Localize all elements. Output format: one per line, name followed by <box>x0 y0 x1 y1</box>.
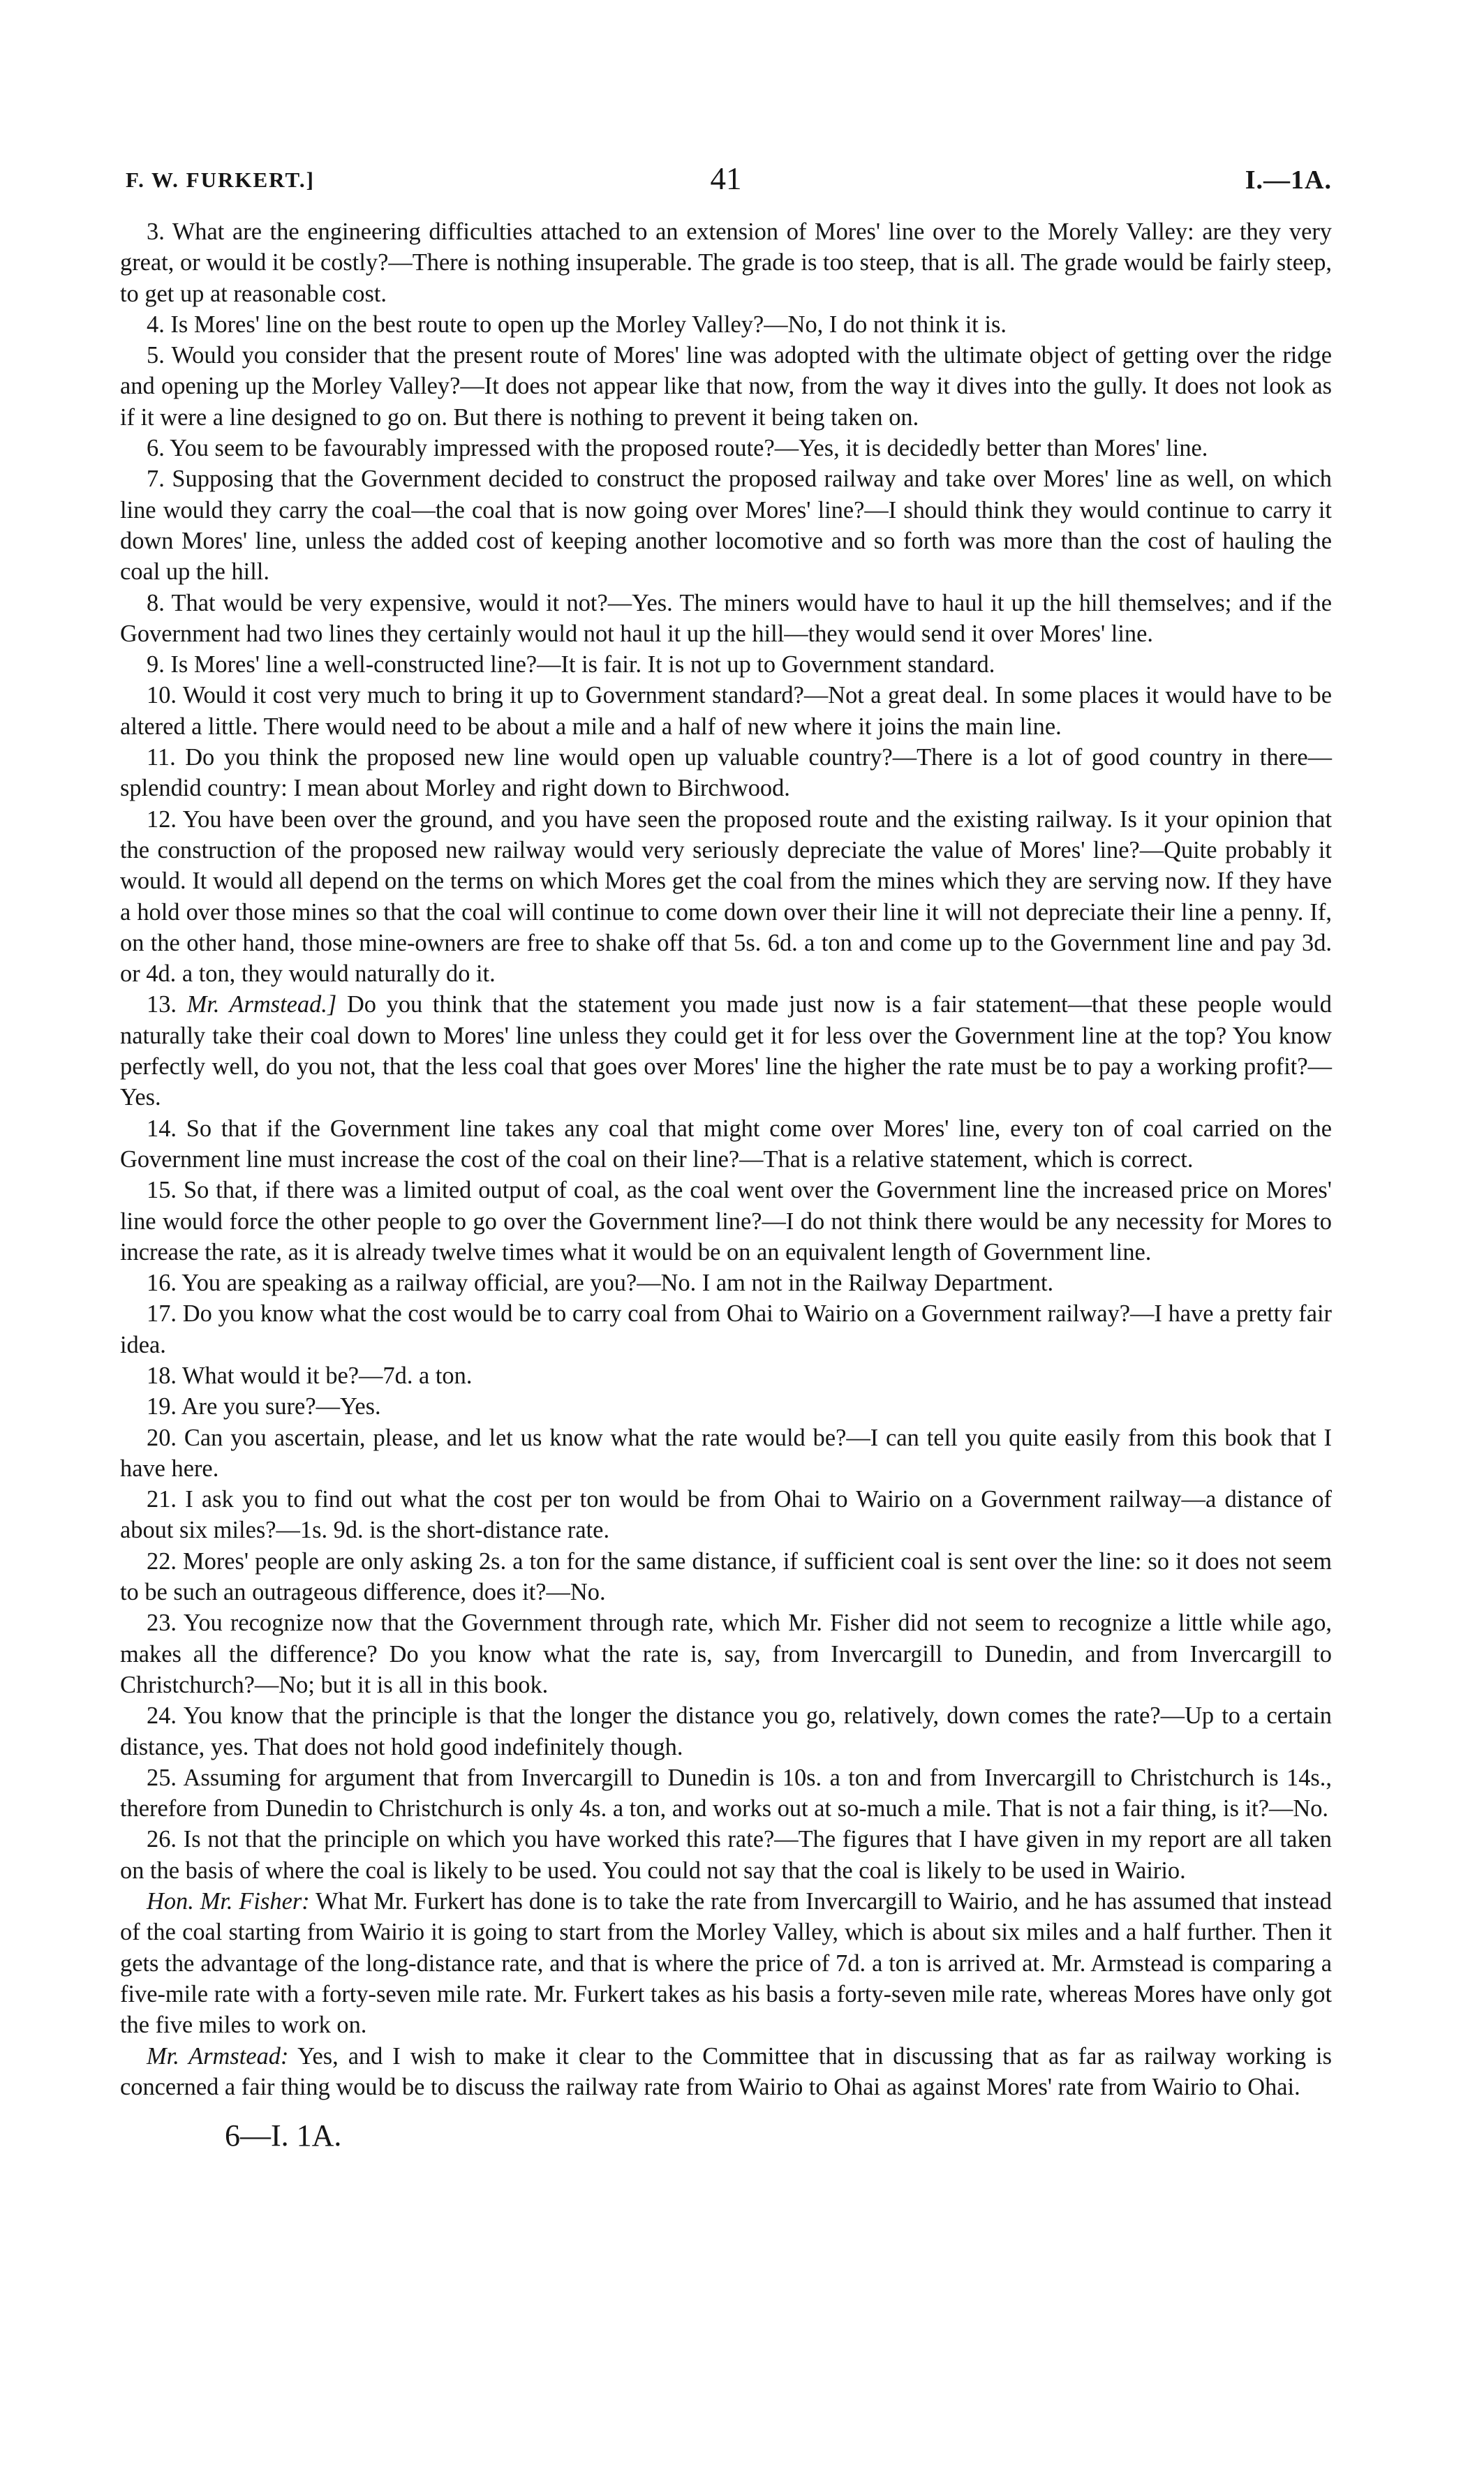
transcript-paragraph <box>120 1391 1332 1422</box>
transcript-paragraph <box>120 1360 1332 1391</box>
paragraph-text: 26. Is not that the principle on which you have worked this rate?—The figures that I have given in my report are all taken on the basis of where the coal is likely to be used. You could not say that the coal is likely to be used in Wairio. <box>120 1826 1332 1884</box>
transcript-paragraph <box>120 309 1332 340</box>
page-number: 41 <box>710 161 742 196</box>
paragraph-text: 22. Mores' people are only asking 2s. a ton for the same distance, if sufficient coal is sent over the line: so it does not seem to be such an outrageous difference, does it?—No. <box>120 1547 1332 1606</box>
speaker-name: Mr. Armstead.] <box>186 991 337 1018</box>
transcript-paragraph <box>120 1824 1332 1886</box>
transcript-paragraph <box>120 216 1332 309</box>
transcript-paragraph <box>120 1546 1332 1608</box>
speaker-name: Mr. Armstead: <box>147 2042 289 2070</box>
paragraph-text: 7. Supposing that the Government decided to construct the proposed railway and take over Mores' line as well, on which line would they carry the coal—the coal that is now going over Mores' line?—I should think they would continue to carry it down Mores' line, unless the added cost of keeping another locomotive and so forth was more than the cost of hauling the coal up the hill. <box>120 466 1332 586</box>
paragraph-text: 17. Do you know what the cost would be to carry coal from Ohai to Wairio on a Government railway?—I have a pretty fair idea. <box>120 1300 1332 1358</box>
transcript-body <box>120 216 1332 2102</box>
paragraph-text: 16. You are speaking as a railway official, are you?—No. I am not in the Railway Department. <box>147 1270 1054 1297</box>
document-page <box>120 155 1332 2153</box>
paragraph-text: 12. You have been over the ground, and you have seen the proposed route and the existing railway. Is it your opinion that the construction of the proposed new railway would very seriously depreciate the value of Mores' line?—Quite probably it would. It would all depend on the terms on which Mores get the coal from the mines which they are serving now. If they have a hold over those mines so that the coal will continue to come down over their line it will not depreciate their line a penny. If, on the other hand, those mine-owners are free to shake off that 5s. 6d. a ton and come up to the Government line and pay 3d. or 4d. a ton, they would naturally do it. <box>120 805 1332 988</box>
transcript-paragraph <box>120 588 1332 650</box>
transcript-paragraph <box>120 1175 1332 1268</box>
paragraph-text: 19. Are you sure?—Yes. <box>147 1393 381 1420</box>
transcript-paragraph <box>120 463 1332 587</box>
transcript-paragraph <box>120 1484 1332 1546</box>
transcript-paragraph <box>120 1423 1332 1485</box>
paragraph-text: 6. You seem to be favourably impressed with the proposed route?—Yes, it is decidedly better than Mores' line. <box>147 435 1208 462</box>
transcript-paragraph <box>120 1268 1332 1298</box>
transcript-paragraph <box>120 1700 1332 1762</box>
paragraph-text: 20. Can you ascertain, please, and let us know what the rate would be?—I can tell you quite easily from this book that I have here. <box>120 1424 1332 1482</box>
page-header <box>120 155 1332 204</box>
paragraph-text: 8. That would be very expensive, would it not?—Yes. The miners would have to haul it up the hill themselves; and if the Government had two lines they certainly would not haul it up the hill—they would send it over Mores' line. <box>120 589 1332 647</box>
transcript-paragraph <box>120 1113 1332 1175</box>
transcript-paragraph <box>120 340 1332 433</box>
paragraph-text: 11. Do you think the proposed new line would open up valuable country?—There is a lot of good country in there—splendid country: I mean about Morley and right down to Birchwood. <box>120 744 1332 802</box>
paragraph-text: 10. Would it cost very much to bring it up to Government standard?—Not a great deal. In some places it would have to be altered a little. There would need to be about a mile and a half of new where it joins the main line. <box>120 682 1332 740</box>
speaker-name: Hon. Mr. Fisher: <box>147 1888 310 1915</box>
paragraph-text: 15. So that, if there was a limited output of coal, as the coal went over the Government line the increased price on Mores' line would force the other people to go over the Government line?—I do not think there would be any necessity for Mores to increase the rate, as it is already twelve times what it would be on an equivalent length of Government line. <box>120 1177 1332 1265</box>
paragraph-text: Yes, and I wish to make it clear to the Committee that in discussing that as far as railway working is concerned a fair thing would be to discuss the railway rate from Wairio to Ohai as against Mores' rate from Wairio to Ohai. <box>120 2042 1332 2100</box>
transcript-paragraph <box>120 989 1332 1113</box>
paragraph-text: Do you think that the statement you made just now is a fair statement—that these people would naturally take their coal down to Mores' line unless they could get it for less over the Government line at the top? You know perfectly well, do you not, that the less coal that goes over Mores' line the higher the rate must be to pay a working profit?—Yes. <box>120 991 1332 1111</box>
question-number: 13. <box>147 991 187 1018</box>
signature-mark: 6—I. 1A. <box>225 2118 342 2153</box>
paragraph-text: 21. I ask you to find out what the cost per ton would be from Ohai to Wairio on a Government railway—a distance of about six miles?—1s. 9d. is the short-distance rate. <box>120 1486 1332 1544</box>
transcript-paragraph <box>120 1762 1332 1825</box>
transcript-paragraph <box>120 649 1332 680</box>
paragraph-text: 5. Would you consider that the present route of Mores' line was adopted with the ultimate object of getting over the ridge and opening up the Morley Valley?—It does not appear like that now, from the way it dives into the gully. It does not look as if it were a line designed to go on. But there is nothing to prevent it being taken on. <box>120 342 1332 431</box>
paragraph-text: 4. Is Mores' line on the best route to open up the Morley Valley?—No, I do not think it is. <box>147 311 1007 338</box>
transcript-paragraph <box>120 1886 1332 2040</box>
document-reference: I.—1A. <box>1245 165 1332 195</box>
witness-name: F. W. FURKERT.] <box>126 168 315 192</box>
transcript-paragraph <box>120 680 1332 742</box>
transcript-paragraph <box>120 1298 1332 1360</box>
paragraph-text: 3. What are the engineering difficulties attached to an extension of Mores' line over to the Morely Valley: are they very great, or would it be costly?—There is nothing insuperable. The grade is too steep, that is all. The grade would be fairly steep, to get up at reasonable cost. <box>120 218 1332 307</box>
transcript-paragraph <box>120 804 1332 990</box>
paragraph-text: What Mr. Furkert has done is to take the rate from Invercargill to Wairio, and he has assumed that instead of the coal starting from Wairio it is going to start from the Morley Valley, which is about six miles and a half further. Then it gets the advantage of the long-distance rate, and that is where the price of 7d. a ton is arrived at. Mr. Armstead is comparing a five-mile rate with a forty-seven mile rate. Mr. Furkert takes as his basis a forty-seven mile rate, whereas Mores have only got the five miles to work on. <box>120 1888 1333 2039</box>
paragraph-text: 23. You recognize now that the Government through rate, which Mr. Fisher did not seem to recognize a little while ago, makes all the difference? Do you know what the rate is, say, from Invercargill to Dunedin, and from Invercargill to Christchurch?—No; but it is all in this book. <box>120 1610 1332 1698</box>
paragraph-text: 24. You know that the principle is that the longer the distance you go, relatively, down comes the rate?—Up to a certain distance, yes. That does not hold good indefinitely though. <box>120 1702 1332 1760</box>
paragraph-text: 14. So that if the Government line takes any coal that might come over Mores' line, every ton of coal carried on the Government line must increase the cost of the coal on their line?—That is a relative statement, which is correct. <box>120 1115 1332 1173</box>
transcript-paragraph <box>120 742 1332 804</box>
transcript-paragraph <box>120 433 1332 463</box>
transcript-paragraph <box>120 2041 1332 2103</box>
paragraph-text: 9. Is Mores' line a well-constructed line?—It is fair. It is not up to Government standard. <box>147 651 995 678</box>
paragraph-text: 18. What would it be?—7d. a ton. <box>147 1362 473 1389</box>
paragraph-text: 25. Assuming for argument that from Invercargill to Dunedin is 10s. a ton and from Invercargill to Christchurch is 14s., therefore from Dunedin to Christchurch is only 4s. a ton, and works out at so-much a mile. That is not a fair thing, is it?—No. <box>120 1764 1332 1822</box>
transcript-paragraph <box>120 1607 1332 1700</box>
